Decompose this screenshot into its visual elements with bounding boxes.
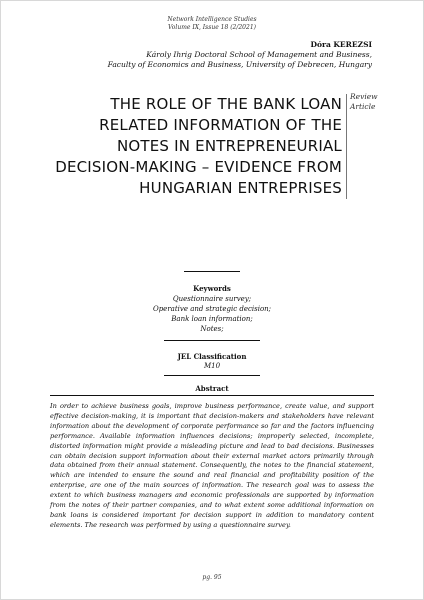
abstract-heading: Abstract: [195, 384, 229, 393]
abstract-text: In order to achieve business goals, improve business performance, create value, and support effective decision-making, it is important that decision-makers and stakeholders have relevant information about the development of corporate performance so far and the factors influencing performance. Available information influences decisions; improperly selected, incomplete, distorted information might provide a misleading picture and lead to bad decisions. Businesses can obtain decision support information about their external market actors primarily through data obtained from their annual statement. Consequently, the notes to the financial statement, which are intended to ensure the sound and real financial and profitability position of the enterprise, are one of the main sources of information. The research goal was to assess the extent to which business managers and economic professionals are supported by information from the notes of their partner companies, and to what extent some additional information on bank loans is considered important for decision support in addition to mandatory content elements. The research was performed by using a questionnaire survey.: [50, 402, 374, 529]
jel-code: M10: [203, 362, 221, 370]
article-title: [50, 94, 347, 199]
keywords-list: [0, 294, 424, 334]
title-line: NOTES IN ENTREPRENEURIAL: [116, 137, 342, 155]
keyword-item: Notes;: [200, 325, 224, 333]
keyword-item: Bank loan information;: [171, 315, 253, 323]
article-type: [350, 92, 390, 112]
keywords-rule: [184, 271, 240, 272]
page-number: pg. 95: [202, 574, 222, 581]
jel-rule-top: [164, 340, 260, 341]
author-block: [108, 40, 372, 70]
title-line: THE ROLE OF THE BANK LOAN: [110, 95, 342, 113]
title-line: RELATED INFORMATION OF THE: [99, 116, 342, 134]
title-line: DECISION-MAKING – EVIDENCE FROM: [55, 158, 342, 176]
keyword-item: Questionnaire survey;: [172, 295, 252, 303]
journal-header: [0, 16, 424, 32]
article-type-line: Article: [350, 102, 376, 111]
author-affiliation-1: Károly Ihrig Doctoral School of Management and Business,: [146, 50, 372, 59]
abstract-rule: [50, 395, 374, 396]
keywords-heading: Keywords: [193, 284, 231, 293]
article-type-line: Review: [350, 92, 378, 101]
journal-issue: Volume IX, Issue 18 (2/2021): [168, 24, 256, 31]
journal-name: Network Intelligence Studies: [167, 16, 257, 23]
title-line: HUNGARIAN ENTREPRISES: [139, 179, 342, 197]
keyword-item: Operative and strategic decision;: [152, 305, 272, 313]
author-name: Dóra KEREZSI: [310, 40, 372, 49]
author-affiliation-2: Faculty of Economics and Business, University of Debrecen, Hungary: [107, 60, 372, 69]
jel-rule-bottom: [164, 375, 260, 376]
jel-heading: JEL Classification: [177, 352, 247, 361]
